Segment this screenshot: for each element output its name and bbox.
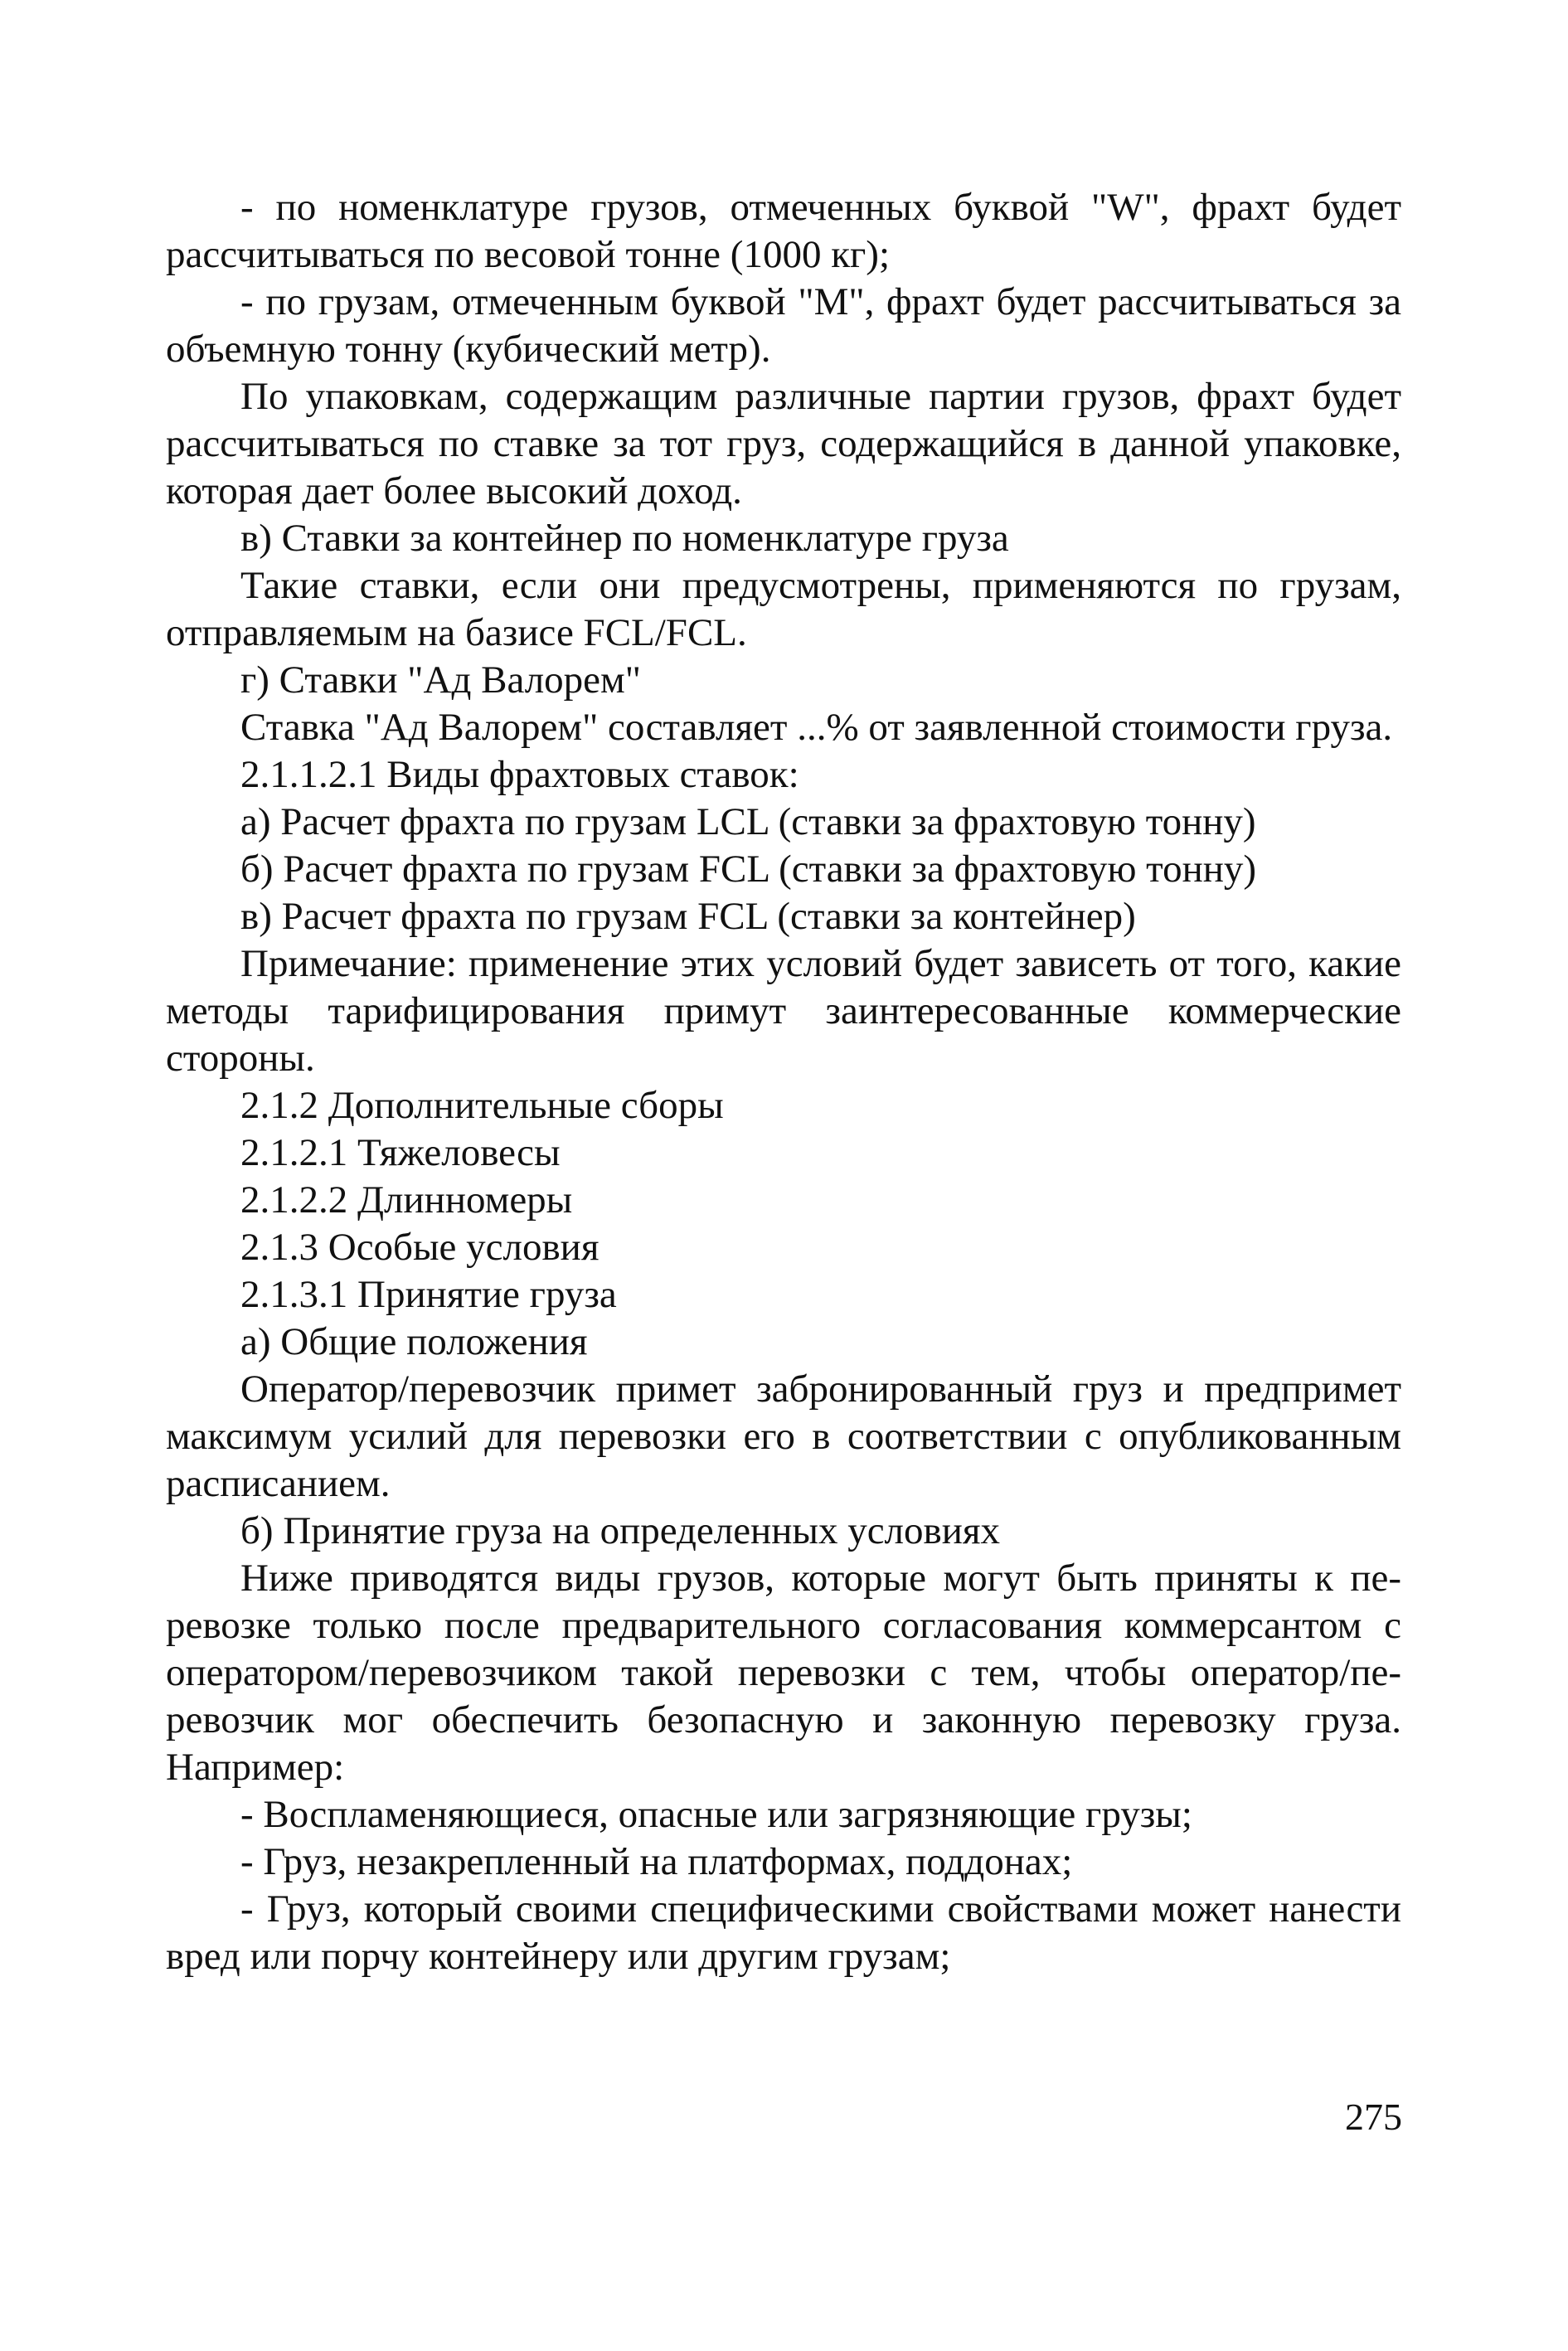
list-item-harmful: - Груз, который своими специфическими свойствами может нанести вред или порчу контейнеру или другим грузам;: [166, 1887, 1401, 1978]
body-text: [166, 184, 1401, 1980]
heading-2-1-2: 2.1.2 Дополнительные сборы: [240, 1084, 724, 1127]
list-item-lcl-freight-ton: а) Расчет фрахта по грузам LCL (ставки за фрахтовую тонну): [240, 800, 1256, 843]
heading-2-1-2-1: 2.1.2.1 Тяжеловесы: [240, 1131, 561, 1174]
heading-ad-valorem: г) Ставки "Ад Валорем": [240, 658, 641, 702]
heading-2-1-1-2-1: 2.1.1.2.1 Виды фрахтовых ставок:: [240, 753, 799, 796]
list-item-unsecured: - Груз, незакрепленный на платформах, поддонах;: [240, 1840, 1073, 1883]
list-item-fcl-freight-ton: б) Расчет фрахта по грузам FCL (ставки за фрахтовую тонну): [240, 848, 1257, 891]
heading-2-1-2-2: 2.1.2.2 Длинномеры: [240, 1178, 573, 1222]
page-number: 275: [1345, 2096, 1402, 2138]
heading-conditional-acceptance: б) Принятие груза на определенных условиях: [240, 1509, 1000, 1552]
paragraph-packages: По упаковкам, содержащим различные партии грузов, фрахт будет рассчитываться по ставке за тот груз, содержащийся в данной упаковке, которая дает более высокий доход.: [166, 375, 1401, 512]
paragraph-operator-accepts: Оператор/перевозчик примет забронированный груз и предпримет максимум усилий для перевозки его в соответствии с опубликованным расписанием.: [166, 1367, 1401, 1505]
heading-general-provisions: а) Общие положения: [240, 1320, 588, 1363]
heading-container-rates: в) Ставки за контейнер по номенклатуре груза: [240, 517, 1009, 560]
paragraph-weight-ton: - по номенклатуре грузов, отмеченных буквой "W", фрахт будет рассчитываться по весовой тонне (1000 кг);: [166, 186, 1401, 276]
paragraph-volume-ton: - по грузам, отмеченным буквой "М", фрахт будет рассчитываться за объемную тонну (кубический метр).: [166, 280, 1401, 371]
heading-2-1-3-1: 2.1.3.1 Принятие груза: [240, 1273, 617, 1316]
list-item-fcl-container: в) Расчет фрахта по грузам FCL (ставки за контейнер): [240, 895, 1136, 938]
paragraph-note: Примечание: применение этих условий будет зависеть от того, какие методы тарифицирования примут заинтересованные коммерческие стороны.: [166, 942, 1401, 1080]
paragraph-cargo-types: Ниже приводятся виды грузов, которые могут быть приняты к перевозке только после предварительного согласования коммерсантом с оператором/перевозчиком такой перевозки с тем, чтобы оператор/перевозчик мог обеспечить безопасную и законную перевозку груза. Например:: [166, 1557, 1401, 1789]
heading-2-1-3: 2.1.3 Особые условия: [240, 1226, 600, 1269]
paragraph-ad-valorem: Ставка "Ад Валорем" составляет ...% от заявленной стоимости груза.: [240, 706, 1393, 749]
list-item-flammable: - Воспламеняющиеся, опасные или загрязняющие грузы;: [240, 1793, 1192, 1836]
paragraph-container-rates: Такие ставки, если они предусмотрены, применяются по грузам, отправляемым на базисе FCL/FCL.: [166, 564, 1401, 654]
